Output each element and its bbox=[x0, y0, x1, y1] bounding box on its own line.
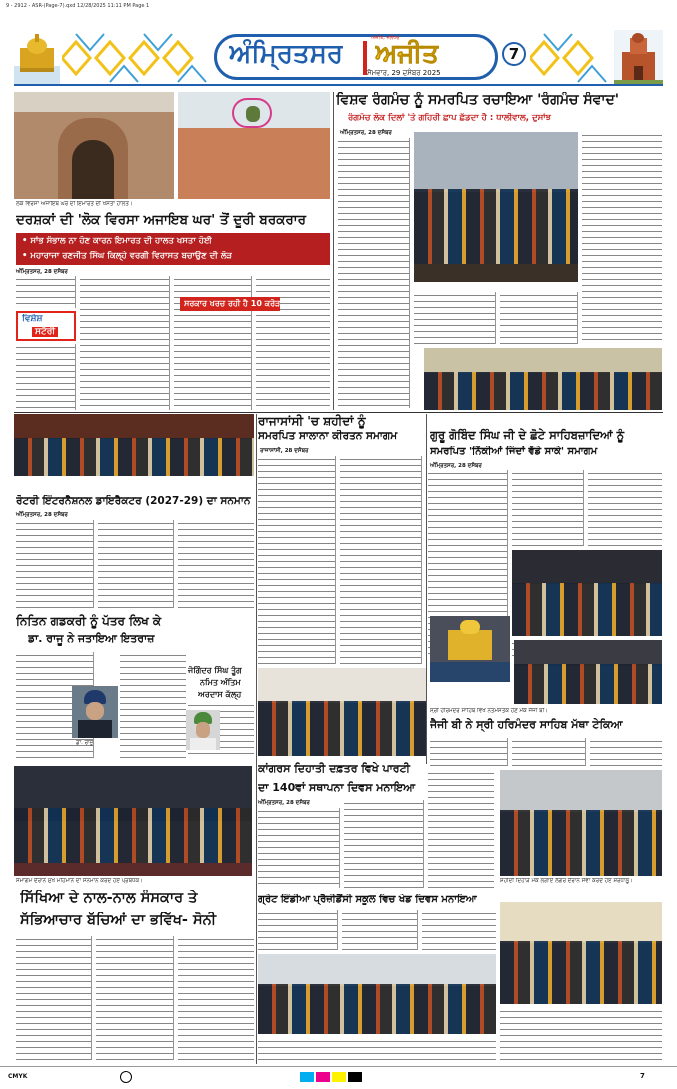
school-headline: ਗ੍ਰੇਟ ਇੰਡੀਆ ਪ੍ਰੈਜ਼ੀਡੈਂਸੀ ਸਕੂਲ ਵਿਚ ਖੇਡ ਦਿਵਸ ਮਨਾਇਆ bbox=[258, 894, 477, 905]
crore-box-text: ਸਰਕਾਰ ਖਰਚ ਰਹੀ ਹੈ 10 ਕਰੋੜ bbox=[184, 299, 281, 308]
rotary-text-col-3 bbox=[178, 520, 254, 608]
school-photo bbox=[258, 954, 496, 1034]
masthead-date: ਸੋਮਵਾਰ, 29 ਦਸੰਬਰ 2025 bbox=[367, 69, 441, 77]
column-rule-left bbox=[256, 414, 257, 1064]
color-swatch-yellow bbox=[332, 1072, 346, 1082]
section-rule-1 bbox=[14, 412, 663, 413]
rajasansi-text-col-2 bbox=[340, 456, 422, 664]
museum-headline: ਦਰਸ਼ਕਾਂ ਦੀ 'ਲੋਕ ਵਿਰਸਾ ਅਜਾਇਬ ਘਰ' ਤੋਂ ਦੂਰੀ ਬਰਕਰਾਰ bbox=[16, 212, 307, 228]
theatre-photo-group bbox=[424, 348, 662, 410]
langar-text-col-1 bbox=[500, 1008, 662, 1060]
special-badge-top: ਵਿਸ਼ੇਸ਼ bbox=[22, 314, 43, 324]
registration-mark-left bbox=[120, 1071, 132, 1083]
education-headline-2: ਸੱਭਿਆਚਾਰ ਬੱਚਿਆਂ ਦਾ ਭਵਿੱਖ- ਸੋਨੀ bbox=[20, 912, 217, 928]
sahibzade-headline-1: ਗੁਰੂ ਗੋਬਿੰਦ ਸਿੰਘ ਜੀ ਦੇ ਛੋਟੇ ਸਾਹਿਬਜ਼ਾਦਿਆਂ ਨੂੰ bbox=[430, 428, 625, 442]
cmyk-label: CMYK bbox=[8, 1073, 28, 1080]
gadkari-portrait bbox=[72, 686, 118, 738]
masthead-subtitle: ਅਜੀਤ, ਜਲੰਧਰ bbox=[371, 35, 400, 41]
theatre-text-col-2 bbox=[414, 292, 496, 344]
special-badge-bottom: ਸਟੋਰੀ bbox=[32, 327, 58, 337]
golden-temple-illustration bbox=[14, 30, 60, 84]
rotary-text-col-2 bbox=[98, 520, 174, 608]
museum-bullets-box bbox=[16, 233, 330, 265]
crore-box bbox=[180, 297, 280, 311]
sahibzade-photo bbox=[512, 550, 662, 636]
jaiji-photo-people bbox=[514, 640, 662, 704]
congress-text-col-2 bbox=[344, 800, 424, 888]
footer-strip bbox=[0, 1066, 677, 1089]
masthead-title-right: ਅਜੀਤ bbox=[375, 39, 439, 69]
theatre-text-col-1 bbox=[338, 138, 410, 408]
museum-photo-wall bbox=[178, 92, 330, 199]
congress-headline-1: ਕਾਂਗਰਸ ਦਿਹਾਤੀ ਦਫ਼ਤਰ ਵਿਖੇ ਪਾਰਟੀ bbox=[258, 762, 410, 775]
masthead-title-box bbox=[214, 34, 498, 80]
theatre-headline: ਵਿਸ਼ਵ ਰੰਗਮੰਚ ਨੂੰ ਸਮਰਪਿਤ ਰਚਾਇਆ 'ਰੰਗਮੰਚ ਸੰਵਾਦ' bbox=[336, 92, 620, 108]
museum-text-col-2 bbox=[80, 276, 170, 410]
gadkari-text-col-2 bbox=[120, 652, 186, 758]
congress-photo bbox=[258, 668, 426, 756]
jaiji-text-col-2 bbox=[512, 738, 586, 766]
jaiji-photo-temple bbox=[430, 616, 510, 682]
sahibzade-text-col-2 bbox=[512, 470, 584, 546]
rotary-photo bbox=[14, 414, 254, 476]
masthead-title-left: ਅੰਮ੍ਰਿਤਸਰ bbox=[229, 39, 344, 69]
rotary-dateline: ਅੰਮ੍ਰਿਤਸਰ, 28 ਦਸੰਬਰ bbox=[16, 512, 68, 518]
rotary-headline: ਰੋਟਰੀ ਇੰਟਰਨੈਸ਼ਨਲ ਡਾਇਰੈਕਟਰ (2027-29) ਦਾ ਸਨਮਾਨ bbox=[16, 495, 251, 507]
rotary-text-col-1 bbox=[16, 520, 94, 608]
congress-headline-2: ਦਾ 140ਵਾਂ ਸਥਾਪਨਾ ਦਿਵਸ ਮਨਾਇਆ bbox=[258, 781, 416, 794]
rajasansi-text-col-1 bbox=[258, 456, 336, 664]
langar-photo-bottom bbox=[500, 902, 662, 1004]
column-rule-top bbox=[333, 92, 334, 410]
education-text-col-1 bbox=[16, 936, 92, 1060]
congress-text-col-3 bbox=[428, 770, 494, 888]
obituary-portrait bbox=[186, 710, 220, 750]
column-rule-right bbox=[426, 414, 427, 764]
theatre-subhead: ਰੰਗਮੰਚ ਲੋਕ ਦਿਲਾਂ 'ਤੇ ਗਹਿਰੀ ਛਾਪ ਛੱਡਦਾ ਹੈ : ਧਾਲੀਵਾਲ, ਦੁਸਾਂਝ bbox=[348, 113, 552, 123]
school-text-col-1 bbox=[258, 910, 338, 950]
museum-bullet-2: • ਮਹਾਰਾਜਾ ਰਣਜੀਤ ਸਿੰਘ ਕਿਲ੍ਹੇ ਵਰਗੀ ਵਿਰਾਸਤ ਬਚਾਉਣ ਦੀ ਲੋੜ bbox=[22, 251, 233, 261]
gadkari-portrait-name: ਡਾ. ਰਾਜੂ bbox=[76, 740, 94, 746]
langar-photo-top bbox=[500, 770, 662, 876]
jaiji-text-col-1 bbox=[430, 738, 508, 766]
jaiji-photo-caption: ਸ੍ਰੀ ਹਰਿਮੰਦਰ ਸਾਹਿਬ ਵਿਖੇ ਨਤਮਸਤਕ ਹੋਣ ਮੌਕੇ ਜੈਜੀ ਬੀ। bbox=[430, 708, 548, 714]
theatre-dateline: ਅੰਮ੍ਰਿਤਸਰ, 28 ਦਸੰਬਰ bbox=[340, 130, 392, 136]
rajasansi-headline-1: ਰਾਜਾਸਾਂਸੀ 'ਚ ਸ਼ਹੀਦਾਂ ਨੂੰ bbox=[258, 414, 366, 428]
museum-text-col-1 bbox=[16, 276, 76, 308]
masthead bbox=[14, 30, 663, 86]
obituary-headline-3: ਅਰਦਾਸ ਕੱਲ੍ਹ bbox=[198, 690, 242, 699]
print-info: 9 - 2912 - ASR-(Page-7).qxd 12/28/2025 11:11 PM Page 1 bbox=[6, 3, 150, 9]
education-text-col-3 bbox=[178, 936, 254, 1060]
special-story-badge bbox=[16, 311, 76, 341]
sahibzade-text-col-3 bbox=[588, 470, 662, 546]
museum-text-col-1b bbox=[16, 344, 76, 410]
langar-photo-caption: ਸ਼ਹੀਦੀ ਦਿਹਾੜੇ ਮੌਕੇ ਲਗਾਏ ਲੰਗਰ ਦੌਰਾਨ ਸੇਵਾ ਕਰਦੇ ਹੋਏ ਸ਼ਰਧਾਲੂ। bbox=[500, 878, 633, 884]
museum-photo-gate bbox=[14, 92, 174, 199]
sahibzade-headline-2: ਸਮਰਪਿਤ 'ਨਿੱਕੀਆਂ ਜਿੰਦਾਂ ਵੱਡੇ ਸਾਕੇ' ਸਮਾਗਮ bbox=[430, 446, 598, 457]
education-headline-1: ਸਿੱਖਿਆ ਦੇ ਨਾਲ-ਨਾਲ ਸੰਸਕਾਰ ਤੇ bbox=[20, 890, 198, 906]
color-swatch-black bbox=[348, 1072, 362, 1082]
museum-dateline: ਅੰਮ੍ਰਿਤਸਰ, 28 ਦਸੰਬਰ bbox=[16, 269, 68, 275]
theatre-text-col-4 bbox=[582, 132, 662, 344]
color-swatch-magenta bbox=[316, 1072, 330, 1082]
museum-photo-caption: ਲੋਕ ਵਿਰਸਾ ਅਜਾਇਬ ਘਰ ਦੀ ਇਮਾਰਤ ਦੀ ਖਸਤਾ ਹਾਲਤ। bbox=[16, 201, 133, 207]
education-photo bbox=[14, 766, 252, 876]
school-text-bottom bbox=[258, 1038, 496, 1060]
education-photo-caption: ਸਮਾਗਮ ਦੌਰਾਨ ਮੁੱਖ ਮਹਿਮਾਨ ਦਾ ਸਨਮਾਨ ਕਰਦੇ ਹੋਏ ਪ੍ਰਬੰਧਕ। bbox=[16, 878, 143, 884]
rajasansi-dateline: ਰਾਜਾਸਾਂਸੀ, 28 ਦਸੰਬਰ bbox=[260, 448, 309, 454]
gadkari-headline-2: ਡਾ. ਰਾਜੂ ਨੇ ਜਤਾਇਆ ਇਤਰਾਜ਼ bbox=[28, 632, 155, 645]
obituary-headline-1: ਜੋਗਿੰਦਰ ਸਿੰਘ ਤੂੰਗ bbox=[188, 666, 242, 675]
monument-illustration bbox=[614, 30, 663, 84]
sahibzade-dateline: ਅੰਮ੍ਰਿਤਸਰ, 28 ਦਸੰਬਰ bbox=[430, 463, 482, 469]
pattern-left bbox=[62, 32, 212, 84]
obituary-text-col-2 bbox=[224, 702, 254, 758]
theatre-photo-main bbox=[414, 132, 578, 282]
congress-text-col-1 bbox=[258, 808, 340, 888]
obituary-headline-2: ਨਮਿਤ ਅੰਤਿਮ bbox=[200, 678, 241, 687]
jaiji-text-col-3 bbox=[590, 738, 662, 766]
school-text-col-3 bbox=[422, 910, 496, 950]
congress-dateline: ਅੰਮ੍ਰਿਤਸਰ, 28 ਦਸੰਬਰ bbox=[258, 800, 310, 806]
pattern-right bbox=[530, 32, 614, 84]
museum-bullet-1: • ਸਾਂਭ ਸੰਭਾਲ ਨਾ ਹੋਣ ਕਾਰਨ ਇਮਾਰਤ ਦੀ ਹਾਲਤ ਖਸਤਾ ਹੋਈ bbox=[22, 236, 212, 246]
theatre-text-col-3 bbox=[500, 292, 578, 344]
page-number-badge: 7 bbox=[502, 42, 526, 66]
rajasansi-headline-2: ਸਮਰਪਿਤ ਸਾਲਾਨਾ ਕੀਰਤਨ ਸਮਾਗਮ bbox=[258, 430, 398, 442]
gadkari-headline-1: ਨਿਤਿਨ ਗਡਕਰੀ ਨੂੰ ਪੱਤਰ ਲਿਖ ਕੇ bbox=[16, 614, 162, 628]
school-text-col-2 bbox=[342, 910, 418, 950]
footer-page-marker: 7 bbox=[640, 1072, 645, 1080]
jaiji-headline: ਜੈਜੀ ਬੀ ਨੇ ਸ੍ਰੀ ਹਰਿਮੰਦਰ ਸਾਹਿਬ ਮੱਥਾ ਟੇਕਿਆ bbox=[430, 718, 623, 731]
education-text-col-2 bbox=[96, 936, 174, 1060]
color-swatch-cyan bbox=[300, 1072, 314, 1082]
